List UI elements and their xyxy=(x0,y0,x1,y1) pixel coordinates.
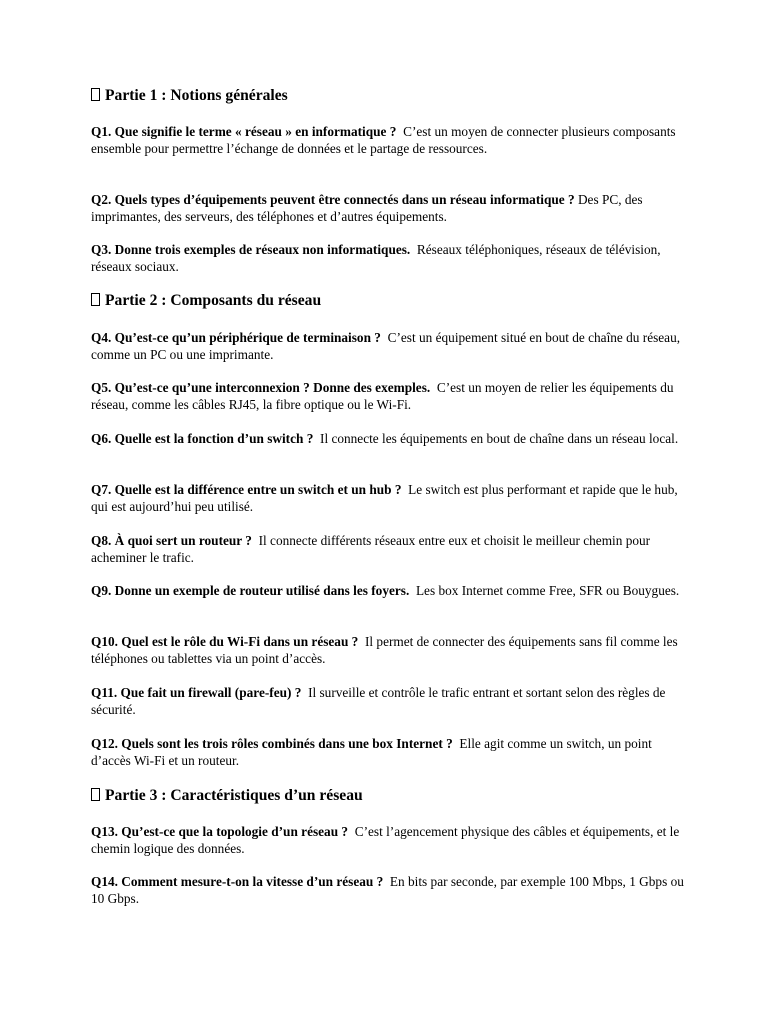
section-title: Partie 2 : Composants du réseau xyxy=(105,292,322,309)
question-text: Q1. Que signifie le terme « réseau » en informatique ? xyxy=(91,124,397,139)
question-text: Q9. Donne un exemple de routeur utilisé dans les foyers. xyxy=(91,583,410,598)
qa-item-q11 xyxy=(91,684,687,718)
answer-text: En bits par seconde, par exemple 100 Mbps, 1 Gbps ou 10 Gbps. xyxy=(91,874,684,906)
answer-text: Des PC, des imprimantes, des serveurs, des téléphones et d’autres équipements. xyxy=(91,192,643,224)
question-text: Q10. Quel est le rôle du Wi-Fi dans un réseau ? xyxy=(91,634,359,649)
question-text: Q13. Qu’est-ce que la topologie d’un réseau ? xyxy=(91,824,349,839)
section-title: Partie 1 : Notions générales xyxy=(105,87,288,104)
question-text: Q8. À quoi sert un routeur ? xyxy=(91,533,252,548)
answer-text: Réseaux téléphoniques, réseaux de télévision, réseaux sociaux. xyxy=(91,242,661,274)
question-text: Q12. Quels sont les trois rôles combinés dans une box Internet ? xyxy=(91,736,453,751)
question-text: Q6. Quelle est la fonction d’un switch ? xyxy=(91,431,314,446)
missing-glyph-icon xyxy=(91,788,100,801)
question-text: Q11. Que fait un firewall (pare-feu) ? xyxy=(91,685,302,700)
answer-text: Il connecte différents réseaux entre eux et choisit le meilleur chemin pour acheminer le trafic. xyxy=(91,533,651,565)
qa-item-q6 xyxy=(91,430,687,447)
qa-item-q1 xyxy=(91,123,687,157)
missing-glyph-icon xyxy=(91,88,100,101)
qa-item-q13 xyxy=(91,823,687,857)
qa-item-q10 xyxy=(91,633,687,667)
qa-item-q12 xyxy=(91,735,687,769)
missing-glyph-icon xyxy=(91,293,100,306)
qa-item-q8 xyxy=(91,532,687,566)
answer-text: C’est un équipement situé en bout de chaîne du réseau, comme un PC ou une imprimante. xyxy=(91,330,681,362)
answer-text: Elle agit comme un switch, un point d’accès Wi-Fi et un routeur. xyxy=(91,736,652,768)
question-text: Q4. Qu’est-ce qu’un périphérique de terminaison ? xyxy=(91,330,381,345)
answer-text: Les box Internet comme Free, SFR ou Bouygues. xyxy=(415,583,680,598)
answer-text: Il surveille et contrôle le trafic entrant et sortant selon des règles de sécurité. xyxy=(91,685,666,717)
answer-text: Il connecte les équipements en bout de chaîne dans un réseau local. xyxy=(320,431,679,446)
section-title: Partie 3 : Caractéristiques d’un réseau xyxy=(105,787,363,804)
section-heading-partie-1 xyxy=(91,86,687,106)
answer-text: C’est un moyen de relier les équipements du réseau, comme les câbles RJ45, la fibre optique ou le Wi-Fi. xyxy=(91,380,674,412)
qa-item-q9 xyxy=(91,582,687,599)
qa-item-q14 xyxy=(91,873,687,907)
section-heading-partie-2 xyxy=(91,291,687,311)
answer-text: Le switch est plus performant et rapide que le hub, qui est aujourd’hui peu utilisé. xyxy=(91,482,678,514)
question-text: Q7. Quelle est la différence entre un switch et un hub ? xyxy=(91,482,402,497)
question-text: Q14. Comment mesure-t-on la vitesse d’un réseau ? xyxy=(91,874,384,889)
qa-item-q2 xyxy=(91,191,687,225)
question-text: Q2. Quels types d’équipements peuvent être connectés dans un réseau informatique ? xyxy=(91,192,575,207)
qa-item-q4 xyxy=(91,329,687,363)
qa-item-q7 xyxy=(91,481,687,515)
answer-text: Il permet de connecter des équipements sans fil comme les téléphones ou tablettes via un point d’accès. xyxy=(91,634,678,666)
qa-item-q5 xyxy=(91,379,687,413)
answer-text: C’est l’agencement physique des câbles et équipements, et le chemin logique des données. xyxy=(91,824,680,856)
question-text: Q5. Qu’est-ce qu’une interconnexion ? Donne des exemples. xyxy=(91,380,431,395)
qa-item-q3 xyxy=(91,241,687,275)
question-text: Q3. Donne trois exemples de réseaux non informatiques. xyxy=(91,242,411,257)
section-heading-partie-3 xyxy=(91,786,687,806)
answer-text: C’est un moyen de connecter plusieurs composants ensemble pour permettre l’échange de données et le partage de ressources. xyxy=(91,124,676,156)
